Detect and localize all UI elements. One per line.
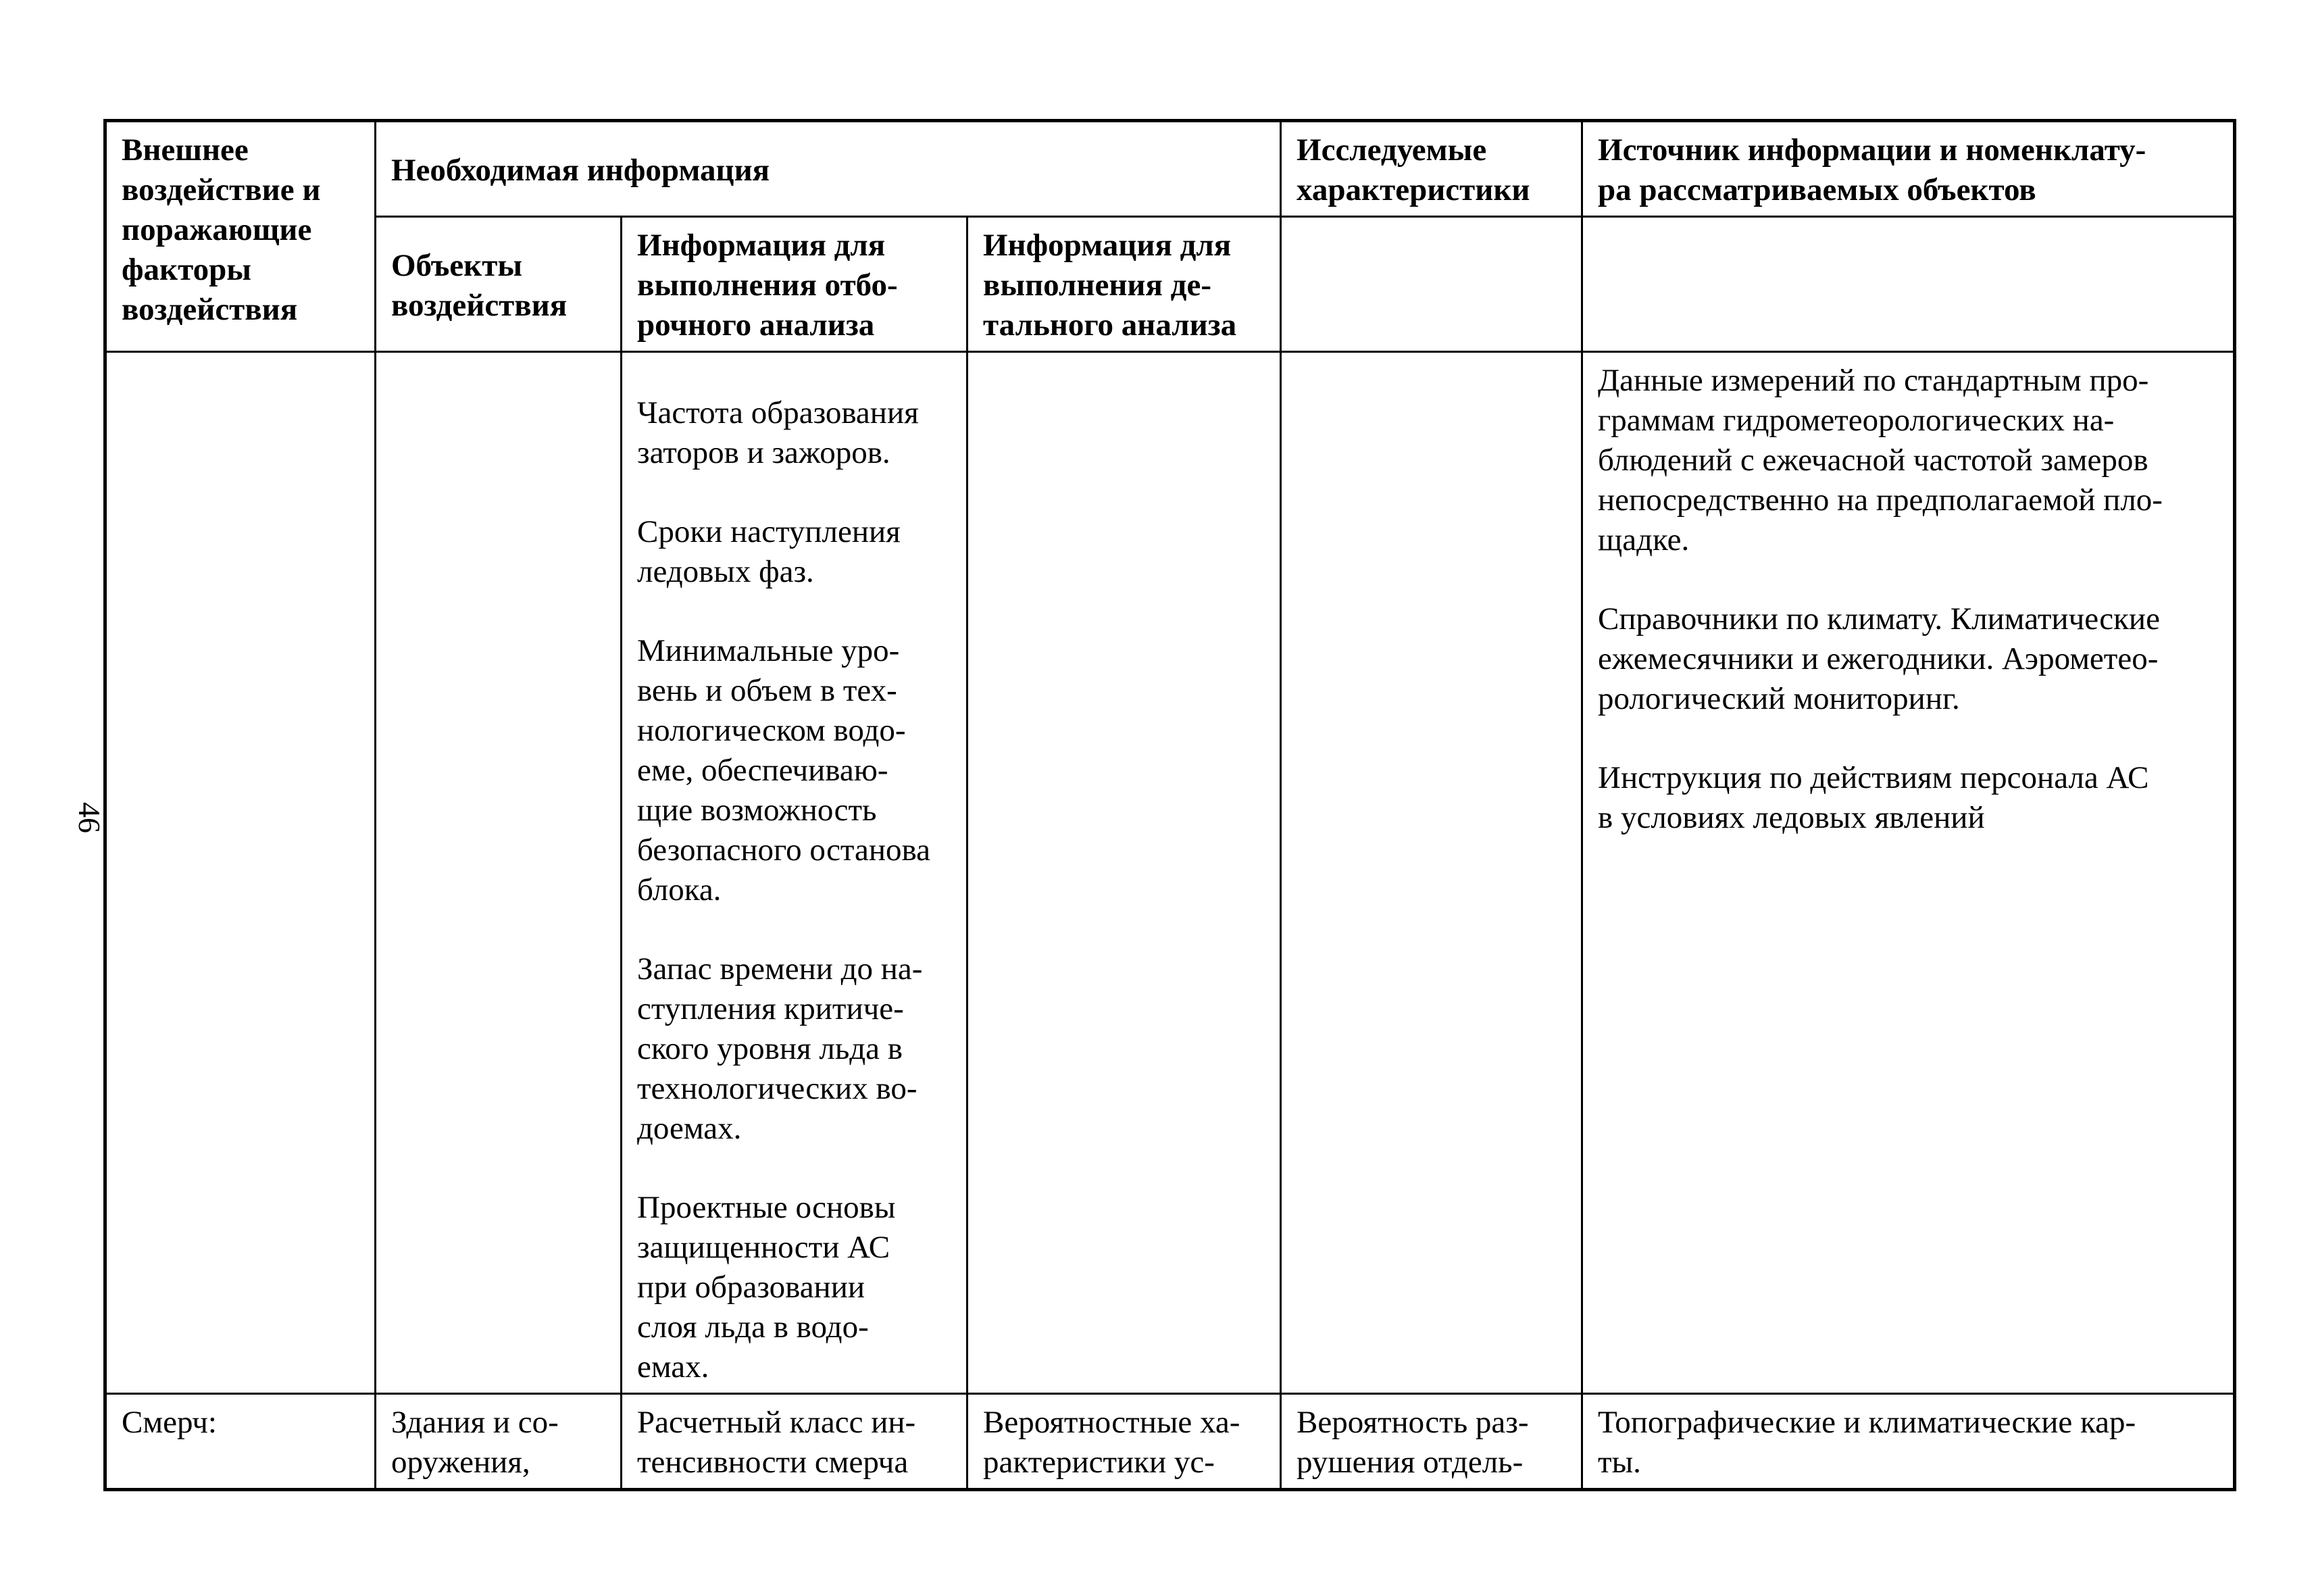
header-source-empty — [1582, 217, 2235, 352]
header-characteristics-empty — [1281, 217, 1582, 352]
row2-objects-cell: Здания и со- оружения, — [376, 1394, 622, 1490]
header-required-info-label: Необходимая информация — [391, 152, 770, 188]
header-row-1 — [105, 121, 2235, 217]
page-number: 46 — [72, 802, 107, 833]
header-external-impact-label: Внешнее воздействие и поражающие факторы воздействия — [122, 132, 321, 327]
source-paragraph: Справочники по климату. Климатические ежемесячники и ежегодники. Аэрометео- рологический мониторинг. — [1598, 601, 2160, 716]
screening-paragraph: Минимальные уро- вень и объем в тех- нологическом водо- еме, обеспечиваю- щие возможность безопасного останова блока. — [637, 633, 930, 907]
header-required-info — [376, 121, 1281, 217]
row1-detailed-cell — [967, 352, 1281, 1394]
table-row — [105, 1394, 2235, 1490]
header-screening-info-label: Информация для выполнения отбо- рочного анализа — [637, 228, 898, 343]
header-impact-objects — [376, 217, 622, 352]
row2-screening-cell: Расчетный класс ин- тенсивности смерча — [622, 1394, 967, 1490]
header-detailed-info-label: Информация для выполнения де- тального анализа — [983, 228, 1237, 343]
row1-impact-cell — [105, 352, 376, 1394]
screening-paragraph: Проектные основы защищенности АС при образовании слоя льда в водо- емах. — [637, 1190, 896, 1385]
source-paragraph: Инструкция по действиям персонала АС в условиях ледовых явлений — [1598, 760, 2149, 835]
row2-detailed-cell: Вероятностные ха- рактеристики ус- — [967, 1394, 1281, 1490]
header-info-source — [1582, 121, 2235, 217]
requirements-table — [103, 119, 2236, 1491]
header-info-source-label: Источник информации и номенклату- ра рассматриваемых объектов — [1598, 132, 2146, 207]
header-studied-characteristics-label: Исследуемые характеристики — [1297, 132, 1530, 207]
row1-screening-cell — [622, 352, 967, 1394]
header-row-2 — [105, 217, 2235, 352]
row1-objects-cell — [376, 352, 622, 1394]
row2-impact-cell: Смерч: — [105, 1394, 376, 1490]
source-paragraph: Данные измерений по стандартным про- граммам гидрометеорологических на- блюдений с ежечасной частотой замеров непосредственно на предполагаемой пло- щадке. — [1598, 363, 2163, 557]
row1-source-cell — [1582, 352, 2235, 1394]
screening-paragraph: Сроки наступления ледовых фаз. — [637, 514, 901, 589]
table-row — [105, 352, 2235, 1394]
row1-characteristics-cell — [1281, 352, 1582, 1394]
header-impact-objects-label: Объекты воздействия — [391, 247, 568, 323]
row2-characteristics-cell: Вероятность раз- рушения отдель- — [1281, 1394, 1582, 1490]
screening-paragraph: Запас времени до на- ступления критиче- ского уровня льда в технологических во- доемах. — [637, 951, 923, 1146]
row2-source-cell: Топографические и климатические кар- ты. — [1582, 1394, 2235, 1490]
screening-paragraph: Частота образования заторов и зажоров. — [637, 395, 919, 470]
header-screening-info — [622, 217, 967, 352]
header-detailed-info — [967, 217, 1281, 352]
header-external-impact — [105, 121, 376, 352]
header-studied-characteristics — [1281, 121, 1582, 217]
